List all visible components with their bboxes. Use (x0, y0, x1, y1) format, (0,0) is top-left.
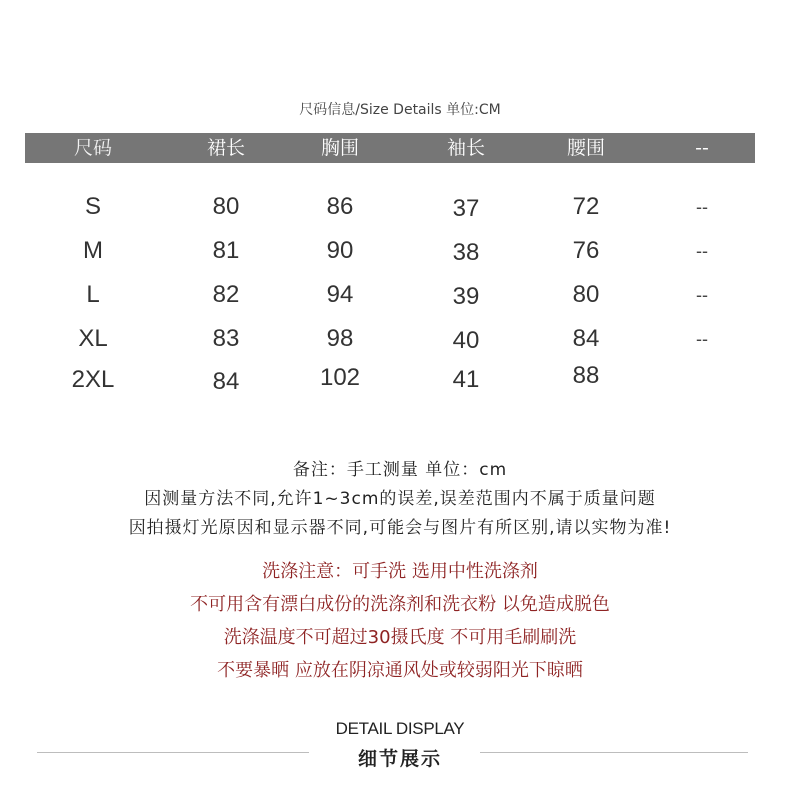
note-line: 因拍摄灯光原因和显示器不同,可能会与图片有所区别,请以实物为准! (128, 518, 672, 538)
table-cell: 72 (572, 193, 600, 220)
table-cell: S (84, 193, 102, 220)
table-cell: 84 (572, 325, 600, 352)
table-cell: -- (696, 329, 708, 349)
washing-instructions (0, 555, 800, 687)
header-cell: 胸围 (320, 137, 360, 159)
table-cell: 82 (212, 281, 240, 308)
detail-display-heading: DETAIL DISPLAY (335, 719, 465, 738)
table-cell: L (86, 281, 100, 308)
care-line: 洗涤温度不可超过30摄氏度 不可用毛刷刷洗 (223, 627, 577, 648)
table-cell: 41 (452, 366, 480, 393)
table-cell: -- (696, 285, 708, 305)
table-cell: 40 (452, 327, 480, 354)
table-row (0, 185, 800, 229)
header-cell: 袖长 (446, 137, 486, 159)
care-line: 不要暴晒 应放在阴凉通风处或较弱阳光下晾晒 (217, 660, 583, 681)
size-details-title: 尺码信息/Size Details 单位:CM (299, 102, 501, 118)
table-cell: 38 (452, 239, 480, 266)
header-cell: 尺码 (73, 137, 113, 159)
table-cell: 90 (326, 237, 354, 264)
table-cell: 84 (212, 368, 240, 395)
table-cell: 88 (572, 362, 600, 389)
measurement-notes (0, 456, 800, 543)
table-row (0, 273, 800, 317)
table-cell: 80 (212, 193, 240, 220)
header-cell: -- (695, 137, 709, 159)
header-cell: 腰围 (566, 137, 606, 159)
detail-display-subheading: 细节展示 (357, 748, 442, 770)
table-cell: 83 (212, 325, 240, 352)
table-cell: 102 (319, 364, 361, 391)
table-cell: 80 (572, 281, 600, 308)
table-cell: 2XL (71, 366, 115, 393)
table-cell: XL (78, 325, 108, 352)
table-cell: 37 (452, 195, 480, 222)
table-cell: 81 (212, 237, 240, 264)
table-row (0, 317, 800, 361)
table-cell: 94 (326, 281, 354, 308)
note-line: 因测量方法不同,允许1~3cm的误差,误差范围内不属于质量问题 (144, 489, 656, 509)
care-line: 不可用含有漂白成份的洗涤剂和洗衣粉 以免造成脱色 (190, 594, 610, 615)
note-line: 备注：手工测量 单位：cm (292, 460, 508, 480)
header-cell: 裙长 (206, 137, 246, 159)
table-cell: M (83, 237, 103, 264)
care-line: 洗涤注意：可手洗 选用中性洗涤剂 (262, 561, 538, 582)
table-cell: -- (696, 197, 708, 217)
table-row (0, 229, 800, 273)
table-row (0, 358, 800, 402)
size-table-header (25, 133, 755, 163)
table-cell: 86 (326, 193, 354, 220)
table-cell: 39 (452, 283, 480, 310)
table-cell: 98 (326, 325, 354, 352)
table-cell: -- (696, 241, 708, 261)
table-cell: 76 (572, 237, 600, 264)
